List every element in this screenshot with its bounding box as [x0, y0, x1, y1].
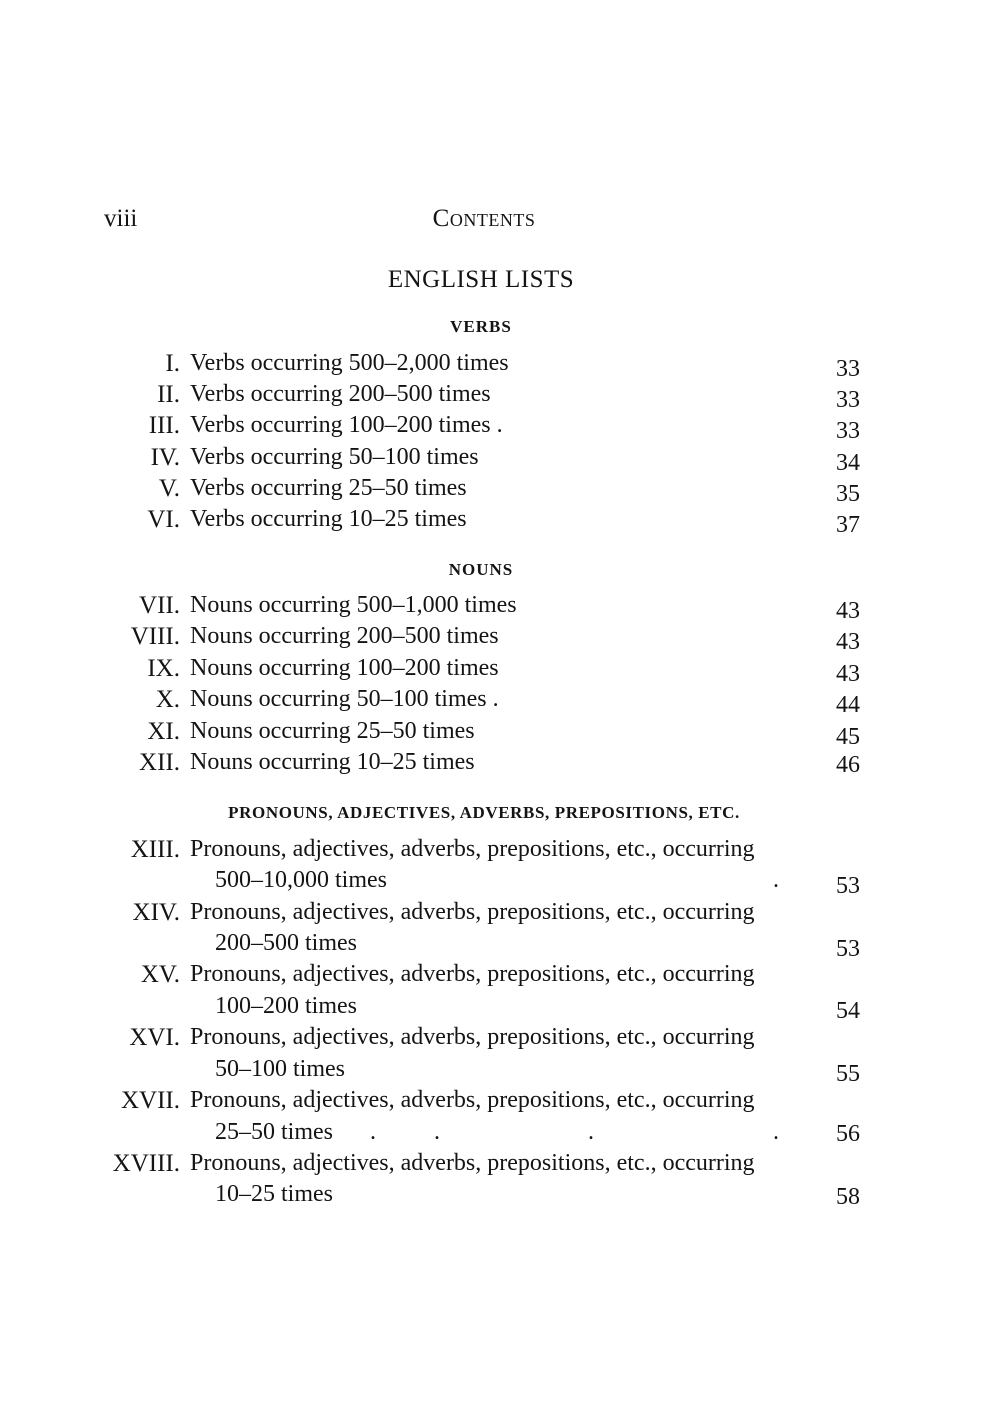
leader-dot: . — [773, 867, 779, 893]
leader-dot: . — [370, 1119, 376, 1145]
entry-number: X. — [155, 686, 180, 713]
entry-number: XV. — [140, 961, 180, 988]
entry-title: Nouns occurring 50–100 times . — [190, 686, 499, 712]
entry-page: 44 — [836, 692, 860, 718]
entry-number: VIII. — [130, 623, 180, 650]
entry-number: VI. — [147, 506, 180, 533]
entry-number: XVII. — [120, 1087, 180, 1114]
entry-number: I. — [165, 350, 180, 377]
entry-number: IX. — [147, 655, 180, 682]
entry-number: XIV. — [132, 899, 180, 926]
subheading-verbs: VERBS — [450, 317, 512, 336]
entry-number: V. — [158, 475, 180, 502]
entry-number: XII. — [139, 749, 180, 776]
entry-title: Nouns occurring 500–1,000 times — [190, 592, 517, 618]
leader-dot: . — [588, 1119, 594, 1145]
entry-title: Nouns occurring 10–25 times — [190, 749, 475, 775]
entry-title-continuation: 200–500 times — [215, 930, 357, 956]
entry-title: Nouns occurring 100–200 times — [190, 655, 499, 681]
entry-page: 53 — [836, 873, 860, 899]
entry-title-continuation: 25–50 times — [215, 1119, 333, 1145]
entry-page: 58 — [836, 1184, 860, 1210]
entry-number: IV. — [150, 444, 180, 471]
entry-page: 37 — [836, 512, 860, 538]
entry-page: 33 — [836, 356, 860, 382]
entry-number: XVIII. — [112, 1150, 180, 1177]
entry-title: Verbs occurring 100–200 times . — [190, 412, 503, 438]
entry-page: 56 — [836, 1121, 860, 1147]
entry-title-continuation: 100–200 times — [215, 993, 357, 1019]
entry-page: 54 — [836, 998, 860, 1024]
entry-title: Verbs occurring 10–25 times — [190, 506, 467, 532]
entry-page: 55 — [836, 1061, 860, 1087]
entry-title: Nouns occurring 25–50 times — [190, 718, 475, 744]
entry-title: Pronouns, adjectives, adverbs, prepositions, etc., occurring — [190, 1087, 755, 1113]
entry-page: 33 — [836, 418, 860, 444]
entry-title: Nouns occurring 200–500 times — [190, 623, 499, 649]
entry-number: XVI. — [129, 1024, 180, 1051]
entry-page: 43 — [836, 661, 860, 687]
entry-number: VII. — [139, 592, 180, 619]
entry-number: XIII. — [130, 836, 180, 863]
entry-title: Verbs occurring 25–50 times — [190, 475, 467, 501]
entry-title: Pronouns, adjectives, adverbs, prepositions, etc., occurring — [190, 899, 755, 925]
entry-number: II. — [157, 381, 180, 408]
entry-title: Verbs occurring 500–2,000 times — [190, 350, 509, 376]
entry-number: III. — [148, 412, 180, 439]
entry-title-continuation: 50–100 times — [215, 1056, 345, 1082]
entry-title: Pronouns, adjectives, adverbs, prepositions, etc., occurring — [190, 1024, 755, 1050]
page-number: viii — [104, 205, 138, 232]
entry-page: 33 — [836, 387, 860, 413]
entry-title-continuation: 10–25 times — [215, 1181, 333, 1207]
entry-title: Pronouns, adjectives, adverbs, prepositions, etc., occurring — [190, 961, 755, 987]
running-head: Contents — [432, 205, 536, 232]
entry-page: 45 — [836, 724, 860, 750]
subheading-pronouns: PRONOUNS, ADJECTIVES, ADVERBS, PREPOSITIONS, ETC. — [228, 803, 740, 822]
entry-page: 43 — [836, 598, 860, 624]
subheading-nouns: NOUNS — [448, 560, 514, 579]
entry-page: 53 — [836, 936, 860, 962]
entry-page: 46 — [836, 752, 860, 778]
entry-title: Pronouns, adjectives, adverbs, prepositions, etc., occurring — [190, 1150, 755, 1176]
entry-number: XI. — [147, 718, 180, 745]
entry-page: 35 — [836, 481, 860, 507]
leader-dot: . — [773, 1119, 779, 1145]
entry-page: 43 — [836, 629, 860, 655]
leader-dot: . — [434, 1119, 440, 1145]
section-heading: ENGLISH LISTS — [387, 266, 575, 293]
entry-title: Pronouns, adjectives, adverbs, prepositions, etc., occurring — [190, 836, 755, 862]
entry-title: Verbs occurring 200–500 times — [190, 381, 491, 407]
entry-title: Verbs occurring 50–100 times — [190, 444, 479, 470]
entry-page: 34 — [836, 450, 860, 476]
entry-title-continuation: 500–10,000 times — [215, 867, 387, 893]
